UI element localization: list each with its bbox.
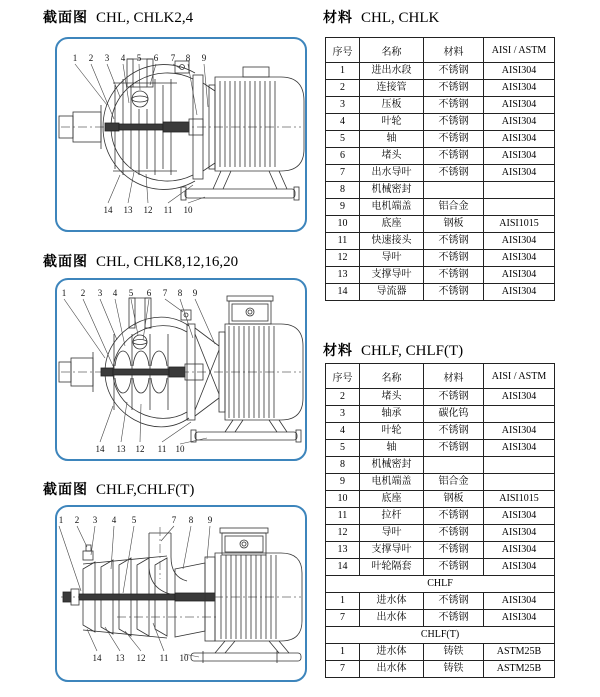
table-row — [326, 165, 555, 182]
table-cell: 导叶 — [360, 525, 424, 542]
table-cell — [424, 457, 484, 474]
table-cell: AISI304 — [484, 97, 555, 114]
column-header: 名称 — [360, 38, 424, 63]
table-cell: AISI304 — [484, 610, 555, 627]
model-group-label: CHLF(T) — [326, 627, 555, 644]
section-title-zh: 截面图 — [43, 481, 88, 497]
table-cell: 13 — [326, 267, 360, 284]
table-cell: AISI304 — [484, 267, 555, 284]
table-cell: 钢板 — [424, 491, 484, 508]
part-number-row-top — [59, 515, 213, 525]
table-row — [326, 131, 555, 148]
table-cell: 7 — [326, 165, 360, 182]
table-cell: 电机端盖 — [360, 474, 424, 491]
part-number-label: 7 — [162, 288, 168, 298]
part-number-label: 4 — [120, 53, 126, 63]
table-cell: 支撑导叶 — [360, 542, 424, 559]
table-row — [326, 525, 555, 542]
table-cell: AISI304 — [484, 250, 555, 267]
table-cell: AISI304 — [484, 114, 555, 131]
table-cell: 叶轮 — [360, 114, 424, 131]
table-cell: 不锈钢 — [424, 389, 484, 406]
model-group-label: CHLF — [326, 576, 555, 593]
table-cell: 1 — [326, 63, 360, 80]
part-number-label: 2 — [74, 515, 80, 525]
table-cell: 叶轮隔套 — [360, 559, 424, 576]
part-number-label: 2 — [88, 53, 94, 63]
table-row — [326, 63, 555, 80]
part-number-row-bottom — [96, 444, 186, 454]
table-cell: 2 — [326, 389, 360, 406]
section-title-zh: 截面图 — [43, 9, 88, 25]
table-cell: 轴承 — [360, 406, 424, 423]
table-row — [326, 80, 555, 97]
diagram-title-chlf — [43, 480, 194, 499]
table-row — [326, 661, 555, 678]
table-header-row — [326, 38, 555, 63]
table-cell — [484, 406, 555, 423]
table-row — [326, 559, 555, 576]
diagram-title-chl-chlk24 — [43, 8, 193, 27]
table-cell: 不锈钢 — [424, 267, 484, 284]
table-cell: 叶轮 — [360, 423, 424, 440]
part-number-label: 9 — [207, 515, 213, 525]
part-number-row-top — [62, 288, 198, 298]
table-cell: 6 — [326, 148, 360, 165]
table-cell: 不锈钢 — [424, 593, 484, 610]
table-cell: 不锈钢 — [424, 423, 484, 440]
table-cell: 机械密封 — [360, 457, 424, 474]
column-header: 序号 — [326, 364, 360, 389]
part-number-label: 4 — [111, 515, 117, 525]
table-cell: 不锈钢 — [424, 148, 484, 165]
table-title-models: CHLF, CHLF(T) — [361, 343, 464, 359]
table-row — [326, 389, 555, 406]
table-row — [326, 508, 555, 525]
table-cell: 14 — [326, 284, 360, 301]
table-cell: 7 — [326, 661, 360, 678]
table-cell: AISI304 — [484, 559, 555, 576]
table-span-row — [326, 627, 555, 644]
table-cell: 1 — [326, 593, 360, 610]
table-cell: 不锈钢 — [424, 508, 484, 525]
table-cell: 底座 — [360, 216, 424, 233]
part-number-label: 7 — [170, 53, 176, 63]
table-cell: 8 — [326, 457, 360, 474]
part-number-label: 2 — [80, 288, 86, 298]
diagram-frame-2 — [55, 278, 307, 461]
part-number-label: 10 — [179, 653, 189, 663]
part-number-label: 11 — [159, 653, 169, 663]
table-cell: AISI304 — [484, 284, 555, 301]
table-cell: AISI304 — [484, 80, 555, 97]
part-number-label: 5 — [131, 515, 137, 525]
part-number-label: 9 — [201, 53, 207, 63]
materials-title-chlf — [323, 341, 463, 360]
table-cell: 铸铁 — [424, 661, 484, 678]
table-cell: 10 — [326, 216, 360, 233]
table-cell: AISI304 — [484, 131, 555, 148]
table-cell: 1 — [326, 644, 360, 661]
materials-table-chlf — [325, 363, 555, 678]
part-number-label: 8 — [177, 288, 183, 298]
table-row — [326, 216, 555, 233]
section-title-models: CHL, CHLK8,12,16,20 — [96, 254, 239, 270]
table-cell: 10 — [326, 491, 360, 508]
table-cell: 碳化钨 — [424, 406, 484, 423]
pump-cross-section-drawing-chl-chlk8-20 — [57, 280, 305, 459]
table-cell: 导流器 — [360, 284, 424, 301]
table-cell: 不锈钢 — [424, 525, 484, 542]
part-number-label: 1 — [58, 515, 64, 525]
table-cell: 支撑导叶 — [360, 267, 424, 284]
table-cell: 钢板 — [424, 216, 484, 233]
part-number-label: 3 — [92, 515, 98, 525]
table-cell: 不锈钢 — [424, 559, 484, 576]
table-row — [326, 114, 555, 131]
part-number-label: 11 — [157, 444, 167, 454]
table-row — [326, 610, 555, 627]
table-title-models: CHL, CHLK — [361, 10, 440, 26]
table-row — [326, 644, 555, 661]
table-cell: AISI304 — [484, 440, 555, 457]
part-number-row-top — [73, 53, 207, 63]
table-cell: 不锈钢 — [424, 610, 484, 627]
table-cell: AISI304 — [484, 165, 555, 182]
table-cell: 铝合金 — [424, 199, 484, 216]
part-number-label: 13 — [116, 444, 126, 454]
table-cell: 出水体 — [360, 661, 424, 678]
table-cell: AISI304 — [484, 233, 555, 250]
table-cell: 3 — [326, 406, 360, 423]
materials-table-chl-chlk — [325, 37, 555, 301]
table-cell: 7 — [326, 610, 360, 627]
table-cell: 8 — [326, 182, 360, 199]
table-cell: 不锈钢 — [424, 250, 484, 267]
table-cell: 不锈钢 — [424, 542, 484, 559]
column-header: AISI / ASTM — [484, 364, 555, 389]
table-cell: AISI304 — [484, 525, 555, 542]
part-number-label: 1 — [61, 288, 67, 298]
part-number-label: 14 — [103, 205, 113, 215]
part-number-label: 10 — [183, 205, 193, 215]
table-cell: 4 — [326, 423, 360, 440]
part-number-label: 7 — [171, 515, 177, 525]
part-number-label: 13 — [123, 205, 133, 215]
table-header-row — [326, 364, 555, 389]
table-cell: 铝合金 — [424, 474, 484, 491]
part-number-label: 12 — [136, 653, 146, 663]
table-cell: 出水体 — [360, 610, 424, 627]
table-cell: 底座 — [360, 491, 424, 508]
part-number-label: 11 — [163, 205, 173, 215]
table-row — [326, 250, 555, 267]
table-cell: 不锈钢 — [424, 284, 484, 301]
part-number-label: 6 — [153, 53, 159, 63]
table-cell: ASTM25B — [484, 661, 555, 678]
table-row — [326, 440, 555, 457]
table-cell: 不锈钢 — [424, 131, 484, 148]
table-cell: ASTM25B — [484, 644, 555, 661]
table-row — [326, 97, 555, 114]
table-cell: 不锈钢 — [424, 440, 484, 457]
table-cell: 11 — [326, 233, 360, 250]
column-header: AISI / ASTM — [484, 38, 555, 63]
part-number-label: 14 — [92, 653, 102, 663]
materials-title-chl-chlk — [323, 8, 439, 27]
part-number-label: 3 — [104, 53, 110, 63]
table-title-zh: 材料 — [323, 9, 353, 25]
part-number-label: 5 — [128, 288, 134, 298]
part-number-label: 1 — [72, 53, 78, 63]
part-number-label: 6 — [146, 288, 152, 298]
part-number-label: 8 — [185, 53, 191, 63]
table-cell: 12 — [326, 250, 360, 267]
table-cell: AISI304 — [484, 542, 555, 559]
table-cell: 不锈钢 — [424, 97, 484, 114]
column-header: 序号 — [326, 38, 360, 63]
part-number-label: 12 — [135, 444, 145, 454]
table-cell: 堵头 — [360, 148, 424, 165]
table-cell: 出水导叶 — [360, 165, 424, 182]
table-row — [326, 491, 555, 508]
table-cell: 轴 — [360, 131, 424, 148]
table-row — [326, 542, 555, 559]
table-row — [326, 199, 555, 216]
table-cell: 不锈钢 — [424, 114, 484, 131]
table-cell: 11 — [326, 508, 360, 525]
table-cell — [484, 199, 555, 216]
table-cell: AISI1015 — [484, 216, 555, 233]
part-number-label: 10 — [175, 444, 185, 454]
table-cell: 3 — [326, 97, 360, 114]
column-header: 名称 — [360, 364, 424, 389]
section-title-zh: 截面图 — [43, 253, 88, 269]
section-title-models: CHLF,CHLF(T) — [96, 482, 195, 498]
table-row — [326, 457, 555, 474]
diagram-frame-1 — [55, 37, 307, 232]
part-number-row-bottom — [93, 653, 190, 663]
table-row — [326, 284, 555, 301]
table-cell: AISI304 — [484, 508, 555, 525]
table-row — [326, 474, 555, 491]
table-cell: 12 — [326, 525, 360, 542]
table-cell: 进出水段 — [360, 63, 424, 80]
part-number-label: 12 — [143, 205, 153, 215]
table-row — [326, 233, 555, 250]
table-cell: 机械密封 — [360, 182, 424, 199]
part-number-label: 5 — [136, 53, 142, 63]
table-cell: 不锈钢 — [424, 80, 484, 97]
table-row — [326, 423, 555, 440]
table-cell: AISI304 — [484, 148, 555, 165]
table-cell: 堵头 — [360, 389, 424, 406]
table-cell — [484, 182, 555, 199]
table-cell: 铸铁 — [424, 644, 484, 661]
diagram-frame-3 — [55, 505, 307, 682]
table-row — [326, 267, 555, 284]
part-number-label: 14 — [95, 444, 105, 454]
part-number-label: 4 — [112, 288, 118, 298]
table-cell: 进水体 — [360, 644, 424, 661]
table-cell: AISI304 — [484, 593, 555, 610]
table-cell — [424, 182, 484, 199]
table-row — [326, 593, 555, 610]
table-cell: 电机端盖 — [360, 199, 424, 216]
table-cell: 5 — [326, 440, 360, 457]
part-number-label: 3 — [97, 288, 103, 298]
table-cell: AISI1015 — [484, 491, 555, 508]
part-number-row-bottom — [104, 205, 194, 215]
part-number-label: 8 — [188, 515, 194, 525]
table-cell: 4 — [326, 114, 360, 131]
table-cell: 13 — [326, 542, 360, 559]
table-cell: 拉杆 — [360, 508, 424, 525]
table-cell: 14 — [326, 559, 360, 576]
section-title-models: CHL, CHLK2,4 — [96, 10, 194, 26]
pump-cross-section-drawing-chl-chlk24 — [57, 39, 305, 230]
table-cell: 不锈钢 — [424, 165, 484, 182]
pump-cross-section-drawing-chlf — [57, 507, 305, 680]
table-cell: AISI304 — [484, 389, 555, 406]
diagram-title-chl-chlk8-20 — [43, 252, 238, 271]
part-number-label: 9 — [192, 288, 198, 298]
table-cell — [484, 457, 555, 474]
table-cell: 进水体 — [360, 593, 424, 610]
table-cell: 轴 — [360, 440, 424, 457]
table-row — [326, 148, 555, 165]
table-span-row — [326, 576, 555, 593]
part-number-label: 13 — [115, 653, 125, 663]
table-cell: 2 — [326, 80, 360, 97]
table-cell: 9 — [326, 474, 360, 491]
table-cell: 连接管 — [360, 80, 424, 97]
table-cell: AISI304 — [484, 63, 555, 80]
table-cell: 导叶 — [360, 250, 424, 267]
table-cell — [484, 474, 555, 491]
table-title-zh: 材料 — [323, 342, 353, 358]
column-header: 材料 — [424, 38, 484, 63]
table-row — [326, 182, 555, 199]
table-row — [326, 406, 555, 423]
table-cell: 压板 — [360, 97, 424, 114]
table-cell: 不锈钢 — [424, 233, 484, 250]
table-cell: 5 — [326, 131, 360, 148]
table-cell: 不锈钢 — [424, 63, 484, 80]
table-cell: 9 — [326, 199, 360, 216]
table-cell: 快速接头 — [360, 233, 424, 250]
column-header: 材料 — [424, 364, 484, 389]
table-cell: AISI304 — [484, 423, 555, 440]
